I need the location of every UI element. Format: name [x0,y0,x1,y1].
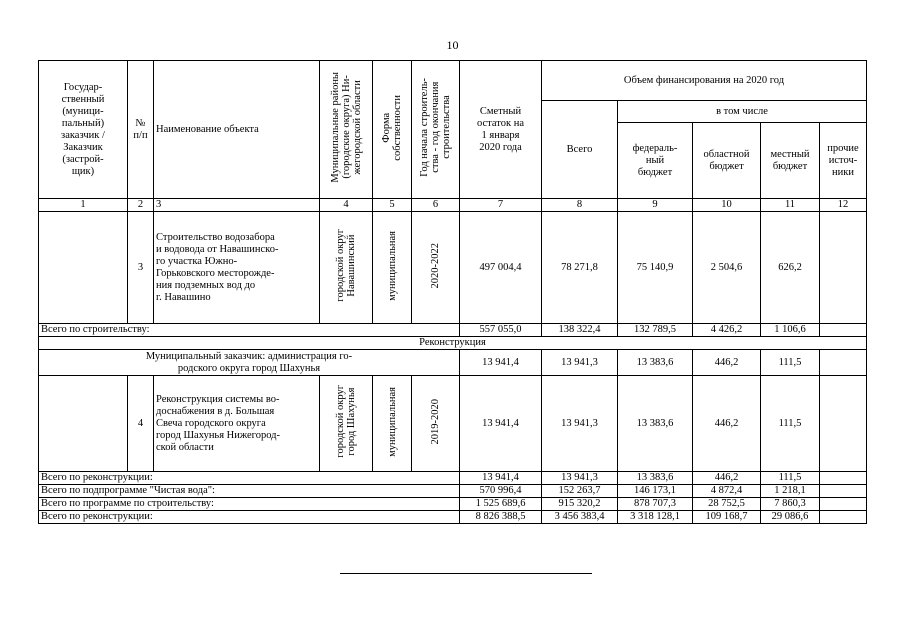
district: городской округ город Шахунья [320,376,373,472]
header-other: прочие источ- ники [820,123,867,199]
header-estimate-balance: Сметный остаток на 1 января 2020 года [460,61,542,199]
col-number: 2 [128,199,154,212]
district: городской округ Навашинский [320,212,373,324]
column-numbers-row [39,199,867,212]
header-total: Всего [542,101,618,199]
total-row [39,511,867,524]
federal: 75 140,9 [618,212,693,324]
header-num: № п/п [128,61,154,199]
total: 152 263,7 [542,485,618,498]
header-funding-volume: Объем финансирования на 2020 год [542,61,867,101]
page-number: 10 [446,38,459,52]
local: 7 860,3 [761,498,820,511]
estimate: 8 826 388,5 [460,511,542,524]
col-number: 7 [460,199,542,212]
estimate: 1 525 689,6 [460,498,542,511]
total: 915 320,2 [542,498,618,511]
row-num: 3 [128,212,154,324]
other [820,212,867,324]
object-name: Реконструкция системы во- доснабжения в д. Большая Свеча городского округа город Шахунья Нижегород- ской области [154,376,320,472]
estimate: 570 996,4 [460,485,542,498]
local: 1 106,6 [761,324,820,337]
col-number: 12 [820,199,867,212]
estimate: 557 055,0 [460,324,542,337]
total-label: Всего по подпрограмме "Чистая вода": [39,485,460,498]
header-including: в том числе [618,101,867,123]
ownership: муниципальная [373,212,412,324]
total: 13 941,3 [542,376,618,472]
col-number: 11 [761,199,820,212]
total-row [39,485,867,498]
table-row [39,376,867,472]
col-number: 10 [693,199,761,212]
federal: 146 173,1 [618,485,693,498]
total: 13 941,3 [542,350,618,376]
estimate: 13 941,4 [460,472,542,485]
total-label: Всего по реконструкции: [39,472,460,485]
header-customer: Государ- ственный (муници- пальный) заказчик / Заказчик (застрой- щик) [39,61,128,199]
section-row [39,337,867,350]
regional: 446,2 [693,472,761,485]
regional: 4 426,2 [693,324,761,337]
total-label: Всего по программе по строительству: [39,498,460,511]
object-name: Строительство водозабора и водовода от Навашинско- го участка Южно- Горьковского месторожде- ния подземных вод до г. Навашино [154,212,320,324]
regional: 446,2 [693,376,761,472]
customer-row [39,350,867,376]
col-number: 6 [412,199,460,212]
years: 2020-2022 [412,212,460,324]
total: 3 456 383,4 [542,511,618,524]
local: 1 218,1 [761,485,820,498]
estimate: 13 941,4 [460,376,542,472]
local: 29 086,6 [761,511,820,524]
total-row [39,498,867,511]
header-ownership: Форма собственности [373,61,412,199]
header-federal: федераль- ный бюджет [618,123,693,199]
federal: 878 707,3 [618,498,693,511]
col-number: 5 [373,199,412,212]
header-years: Год начала строитель- ства - год окончания строительства [412,61,460,199]
regional: 446,2 [693,350,761,376]
federal: 3 318 128,1 [618,511,693,524]
regional: 2 504,6 [693,212,761,324]
total: 78 271,8 [542,212,618,324]
section-title: Реконструкция [39,337,867,350]
regional: 28 752,5 [693,498,761,511]
end-divider [340,573,592,574]
years: 2019-2020 [412,376,460,472]
local: 111,5 [761,472,820,485]
total-label: Всего по строительству: [39,324,460,337]
customer-label: Муниципальный заказчик: администрация го- родского округа город Шахунья [39,350,460,376]
regional: 4 872,4 [693,485,761,498]
federal: 13 383,6 [618,350,693,376]
local: 626,2 [761,212,820,324]
total: 13 941,3 [542,472,618,485]
row-num: 4 [128,376,154,472]
header-regional: областной бюджет [693,123,761,199]
estimate: 13 941,4 [460,350,542,376]
local: 111,5 [761,350,820,376]
col-number: 9 [618,199,693,212]
col-number: 3 [154,199,320,212]
financing-table [38,60,867,524]
col-number: 8 [542,199,618,212]
federal: 132 789,5 [618,324,693,337]
col-number: 1 [39,199,128,212]
col-number: 4 [320,199,373,212]
header-local: местный бюджет [761,123,820,199]
header-object-name: Наименование объекта [154,61,320,199]
header-district: Муниципальные районы (городские округа) Ни- жегородской области [320,61,373,199]
total-row [39,324,867,337]
table-row [39,212,867,324]
federal: 13 383,6 [618,472,693,485]
estimate: 497 004,4 [460,212,542,324]
regional: 109 168,7 [693,511,761,524]
ownership: муниципальная [373,376,412,472]
total-row [39,472,867,485]
total-label: Всего по реконструкции: [39,511,460,524]
total: 138 322,4 [542,324,618,337]
federal: 13 383,6 [618,376,693,472]
local: 111,5 [761,376,820,472]
